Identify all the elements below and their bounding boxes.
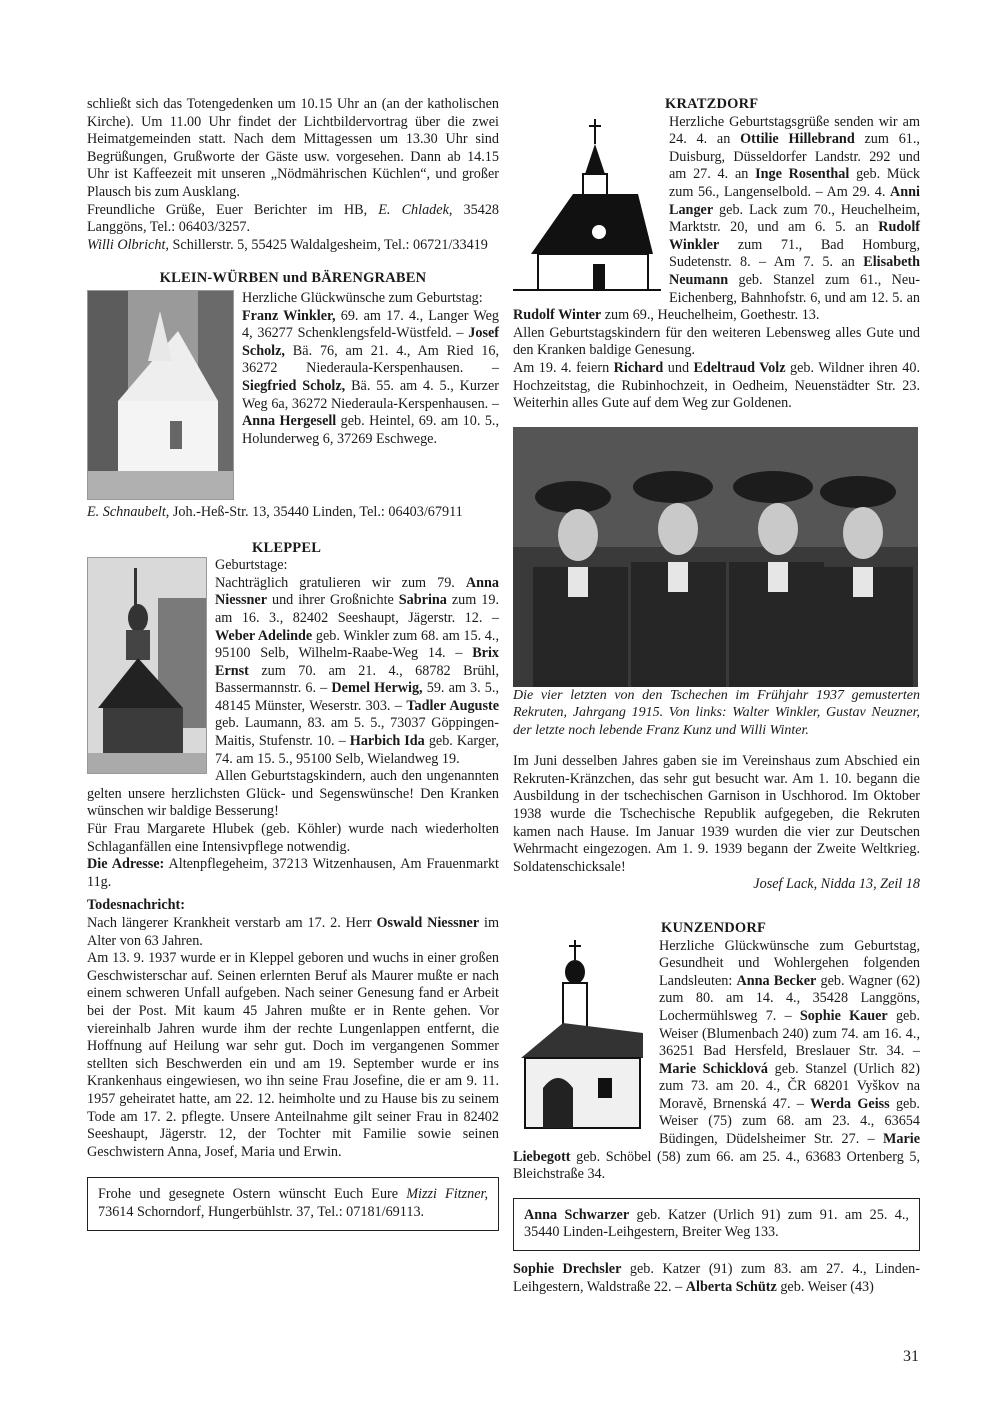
kleppel-section: Geburtstage: Nachträglich gratulieren wir zum 79. Anna Niessner und ihrer Großnichte Sabrina zum 19. am 16. 3., 82402 Seeshaupt, Jägerstr. 12. – Weber Adelinde geb. Winkler zum 68. am 15. 4., 95100 Selb, Wilhelm-Raabe-Weg 14. – Brix Ernst zum 70. am 21. 4., 68782 Brühl, Bassermannstr. 6. – Demel Herwig, 59. am 3. 5., 48145 Münster, Weserstr. 303. – Tadler Auguste geb. Laumann, 83. am 5. 5., 73037 Göppingen-Maitis, Stufenstr. 10. – Harbich Ida geb. Karger, 74. am 15. 5., 95100 Selb, Wielandweg 19. Allen Geburtstagskindern, auch den ungenannten gelten unsere herzlichsten Glück- und Segenswünsche! Den Kranken wünschen wir baldige Besserung! Für Frau Margarete Hlubek (geb. Köhler) wurde nach wiederholten Schlaganfällen eine Intensivpflege notwendig. Die Adresse: Altenpflegeheim, 37213 Witzenhausen, Am Frauenmarkt 11g. Todesnachricht: Nach längerer Krankheit verstarb am 17. 2. Herr Oswald Niessner im Alter von 63 Jahren. Am 13. 9. 1937 wurde er in Kleppel geboren und wuchs in einer großen Geschwisterschar auf. Seinen erlernten Beruf als Maurer mußte er nach einem schweren Unfall aufgeben. Nach seiner Genesung fand er Arbeit bei der Post. Mit kaum 45 Jahren mußte er in Rente gehen. Vor viereinhalb Jahren wurde ihm der rechte Lungenlappen entfernt, die Hoffnung auf Heilung war sehr gut. Doch im vergangenen Sommer stellten sich Beschwerden ein und am 19. September wurde er ins Krankenhaus eingewiesen, wo ihn seine Frau Josefine, die er am 9. 11. 1957 geheiratet hatte, am 22. 12. heimholte und zu Hause bis zu seinem Tode am 17. 2. pflegte. Unsere Anteilnahme gilt seiner Frau in 82402 Seeshaupt, Jägerstr. 12, der Tochter mit Familie sowie seinen Geschwistern Anna, Josef, Maria und Erwin. xyxy=(87,557,499,1160)
story-signature: Josef Lack, Nidda 13, Zeil 18 xyxy=(753,876,920,893)
kunzendorf-more-birthdays: Sophie Drechsler geb. Katzer (91) zum 83. am 27. 4., Linden-Leihgestern, Waldstraße 22. – Alberta Schütz geb. Weiser (43) xyxy=(513,1261,920,1295)
kratzdorf-wishes: Allen Geburtstagskindern für den weiteren Lebensweg alles Gute und den Kranken baldige Genesung. xyxy=(513,324,920,359)
kleppel-birthdays: Nachträglich gratulieren wir zum 79. Anna Niessner und ihrer Großnichte Sabrina zum 19. am 16. 3., 82402 Seeshaupt, Jägerstr. 12. – Weber Adelinde geb. Winkler zum 68. am 15. 4., 95100 Selb, Wilhelm-Raabe-Weg 14. – Brix Ernst zum 70. am 21. 4., 68782 Brühl, Bassermannstr. 6. – Demel Herwig, 59. am 3. 5., 48145 Münster, Weserstr. 303. – Tadler Auguste geb. Laumann, 83. am 5. 5., 73037 Göppingen-Maitis, Stufenstr. 10. – Harbich Ida geb. Karger, 74. am 15. 5., 95100 Selb, Wielandweg 19. xyxy=(215,574,499,767)
kratzdorf-anniversary: Am 19. 4. feiern Richard und Edeltraud Volz geb. Wildner ihren 40. Hochzeitstag, die Rubinhochzeit, in Oedheim, Neuenstädter Str. 23. Weiterhin alles Gute auf dem Weg zur Goldenen. xyxy=(513,359,920,412)
death-notice-heading: Todesnachricht: xyxy=(87,897,186,914)
right-column xyxy=(513,96,920,1296)
klein-wuerben-section: Herzliche Glückwünsche zum Geburtstag: Franz Winkler, 69. am 17. 4., Langer Weg 4, 36277 Schenklengsfeld-Wüstfeld. – Josef Scholz, Bä. 76, am 21. 4., Am Ried 16, 36272 Niederaula-Kerspenhausen. – Siegfried Scholz, Bä. 55. am 4. 5., Kurzer Weg 6a, 36272 Niederaula-Kerspenhausen. – Anna Hergesell geb. Heintel, 69. am 10. 5., Holunderweg 6, 37269 Eschwege. E. Schnaubelt, Joh.-Heß-Str. 13, 35440 Linden, Tel.: 06403/67911 xyxy=(87,289,500,520)
kunzendorf-section xyxy=(513,938,920,1184)
recruits-photo xyxy=(513,427,918,687)
recruits-image xyxy=(513,427,918,687)
left-column xyxy=(87,96,499,1231)
heading-kratzdorf: KRATZDORF xyxy=(665,96,759,112)
kleppel-address: Die Adresse: Altenpflegeheim, 37213 Witzenhausen, Am Frauenmarkt 11g. xyxy=(87,856,499,890)
church-sketch xyxy=(513,114,661,296)
heading-klein-wuerben: KLEIN-WÜRBEN und BÄRENGRABEN xyxy=(159,270,427,287)
church-sketch-kunzendorf xyxy=(513,938,651,1136)
kratzdorf-section xyxy=(513,114,920,413)
klein-wuerben-signature: E. Schnaubelt, Joh.-Heß-Str. 13, 35440 Linden, Tel.: 06403/67911 xyxy=(87,503,463,520)
kleppel-care-note: Für Frau Margarete Hlubek (geb. Köhler) wurde nach wiederholten Schlaganfällen eine Intensivpflege notwendig. xyxy=(87,821,499,855)
church-drawing-kratzdorf xyxy=(513,114,661,296)
kunzendorf-birthdays: Herzliche Glückwünsche zum Geburtstag, Gesundheit und Wohlergehen folgenden Landsleuten: Anna Becker geb. Wagner (62) zum 80. am 14. 4., 35428 Langgöns, Lochermühlsweg 7. – Sophie Kauer geb. Weiser (Blumenbach 240) zum 74. am 16. 4., 36251 Bad Hersfeld, Breslauer Str. 34. – Marie Schicklová geb. Stanzel (Urlich 82) zum 73. am 20. 4., ČR 68201 Vyškov na Moravě, Brnenská 47. – Werda Geiss geb. Weiser (75) zum 68. am 23. 4., 63654 Büdingen, Düdelsheimer Str. 27. – Marie Liebegott geb. Schöbel (58) zum 66. am 25. 4., 63683 Ortenberg 5, Bleichstraße 34. xyxy=(513,937,921,1183)
klein-wuerben-birthdays: Franz Winkler, 69. am 17. 4., Langer Weg 4, 36277 Schenklengsfeld-Wüstfeld. – Josef Scholz, Bä. 76, am 21. 4., Am Ried 16, 36272 Niederaula-Kerspenhausen. – Siegfried Scholz, Bä. 55. am 4. 5., Kurzer Weg 6a, 36272 Niederaula-Kerspenhausen. – Anna Hergesell geb. Heintel, 69. am 10. 5., Holunderweg 6, 37269 Eschwege. xyxy=(242,307,500,447)
church-image xyxy=(88,558,206,773)
church-drawing-kunzendorf xyxy=(513,938,651,1136)
heading-kleppel: KLEPPEL xyxy=(252,539,322,556)
intro-paragraph: schließt sich das Totengedenken um 10.15 Uhr an (an der katholischen Kirche). Um 11.00 Uhr findet der Lichtbildervortrag über die zwei Heimatgemeinden statt. Nach dem Mittagessen um 13.30 Uhr sind Begrüßungen, Grußworte der Gäste usw. vorgesehen. Dann ab 14.15 Uhr ist Kaffeezeit mit unseren „Nödmährischen Küchlen“, und großer Plausch bis zum Ausklang. xyxy=(87,96,499,200)
page-number: 31 xyxy=(903,1348,919,1365)
intro-contact: Willi Olbricht, Schillerstr. 5, 55425 Waldalgesheim, Tel.: 06721/33419 xyxy=(87,236,488,253)
easter-greeting-box: Frohe und gesegnete Ostern wünscht Euch Eure Mizzi Fitzner, 73614 Schorndorf, Hungerbühlstr. 37, Tel.: 07181/69113. xyxy=(87,1177,499,1230)
birthday-box: Anna Schwarzer geb. Katzer (Urlich 91) zum 91. am 25. 4., 35440 Linden-Leihgestern, Breiter Weg 133. xyxy=(513,1198,920,1251)
chapel-photo-klein-wuerben xyxy=(87,290,234,500)
kleppel-wishes: Allen Geburtstagskindern, auch den ungenannten gelten unsere herzlichsten Glück- und Segenswünsche! Den Kranken wünschen wir baldige Besserung! xyxy=(87,768,499,820)
obituary-text: Am 13. 9. 1937 wurde er in Kleppel geboren und wuchs in einer großen Geschwisterschar auf. Seinen erlernten Beruf als Maurer mußte er nach einem schweren Unfall aufgeben. Nach seiner Genesung fand er Arbeit bei der Post. Mit kaum 45 Jahren mußte er in Rente gehen. Vor viereinhalb Jahren wurde ihm der rechte Lungenlappen entfernt, die Hoffnung auf Heilung war sehr gut. Doch im vergangenen Sommer stellten sich Beschwerden ein und am 19. September wurde er ins Krankenhaus eingewiesen, wo ihn seine Frau Josefine, die er am 9. 11. 1957 geheiratet hatte, am 22. 12. heimholte und zu Hause bis zu seinem Tode am 17. 2. pflegte. Unsere Anteilnahme gilt seiner Frau in 82402 Seeshaupt, Jägerstr. 12, der Tochter mit Familie sowie seinen Geschwistern Anna, Josef, Maria und Erwin. xyxy=(87,950,499,1160)
chapel-image xyxy=(88,291,233,499)
intro-greeting: Freundliche Grüße, Euer Berichter im HB, E. Chladek, 35428 Langgöns, Tel.: 06403/3257. xyxy=(87,201,500,236)
photo-caption: Die vier letzten von den Tschechen im Frühjahr 1937 gemusterten Rekruten, Jahrgang 1915. Von links: Walter Winkler, Gustav Neuzner, der letzte noch lebende Franz Kunz und Willi Winter. xyxy=(513,687,920,738)
recruits-story: Im Juni desselben Jahres gaben sie im Vereinshaus zum Abschied ein Rekruten-Kränzchen, das sehr gut besucht war. Am 1. 10. begann die Ausbildung in der tschechischen Garnison in Uschhorod. Im Oktober 1938 wurde die Tschechische Republik aufgegeben, die Rekruten kamen nach Hause. Im Januar 1939 wurden die vier zur Deutschen Wehrmacht eingezogen. Am 1. 9. 1939 begann der Zweite Weltkrieg. Soldatenschicksale! xyxy=(513,753,920,875)
death-notice: Nach längerer Krankheit verstarb am 17. 2. Herr Oswald Niessner im Alter von 63 Jahren. xyxy=(87,915,499,949)
heading-kunzendorf: KUNZENDORF xyxy=(661,919,767,936)
church-photo-kleppel xyxy=(87,557,207,774)
kratzdorf-birthdays: Herzliche Geburtstagsgrüße senden wir am 24. 4. an Ottilie Hillebrand zum 61., Duisburg, Düsseldorfer Landstr. 292 und am 27. 4. an Inge Rosenthal geb. Mück zum 56., Langenselbold. – Am 29. 4. Anni Langer geb. Lack zum 70., Heuchelheim, Marktstr. 20, und am 6. 5. an Rudolf Winkler zum 71., Bad Homburg, Sudetenstr. 8. – Am 7. 5. an Elisabeth Neumann geb. Stanzel zum 61., Neu-Eichenberg, Bahnhofstr. 6, und am 12. 5. an Rudolf Winter zum 69., Heuchelheim, Goethestr. 13. xyxy=(513,113,920,324)
